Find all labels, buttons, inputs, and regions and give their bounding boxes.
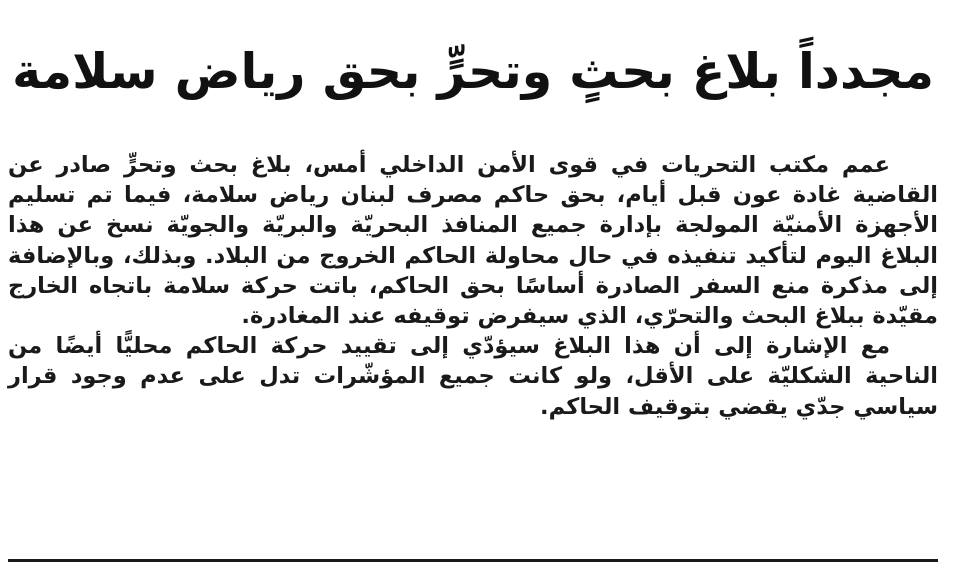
article-headline: مجدداً بلاغ بحثٍ وتحرٍّ بحق رياض سلامة (12, 43, 934, 100)
bottom-divider (8, 559, 938, 562)
article-body (8, 150, 938, 422)
article-paragraph-1: عمم مكتب التحريات في قوى الأمن الداخلي أمس، بلاغ بحث وتحرٍّ صادر عن القاضية غادة عون قبل أيام، بحق حاكم مصرف لبنان رياض سلامة، فيما تم تسليم الأجهزة الأمنيّة المولجة بإدارة جميع المنافذ البحريّة والبريّة والجويّة نسخ عن هذا البلاغ اليوم لتأكيد تنفيذه في حال محاولة الحاكم الخروج من البلاد. وبذلك، وبالإضافة إلى مذكرة منع السفر الصادرة أساسًا بحق الحاكم، باتت حركة سلامة باتجاه الخارج مقيّدة ببلاغ البحث والتحرّي، الذي سيفرض توقيفه عند المغادرة. (8, 152, 938, 330)
news-article (8, 0, 938, 584)
article-paragraph-2: مع الإشارة إلى أن هذا البلاغ سيؤدّي إلى تقييد حركة الحاكم محليًّا أيضًا من الناحية الشكليّة على الأقل، ولو كانت جميع المؤشّرات تدل على عدم وجود قرار سياسي جدّي يقضي بتوقيف الحاكم. (8, 333, 938, 420)
